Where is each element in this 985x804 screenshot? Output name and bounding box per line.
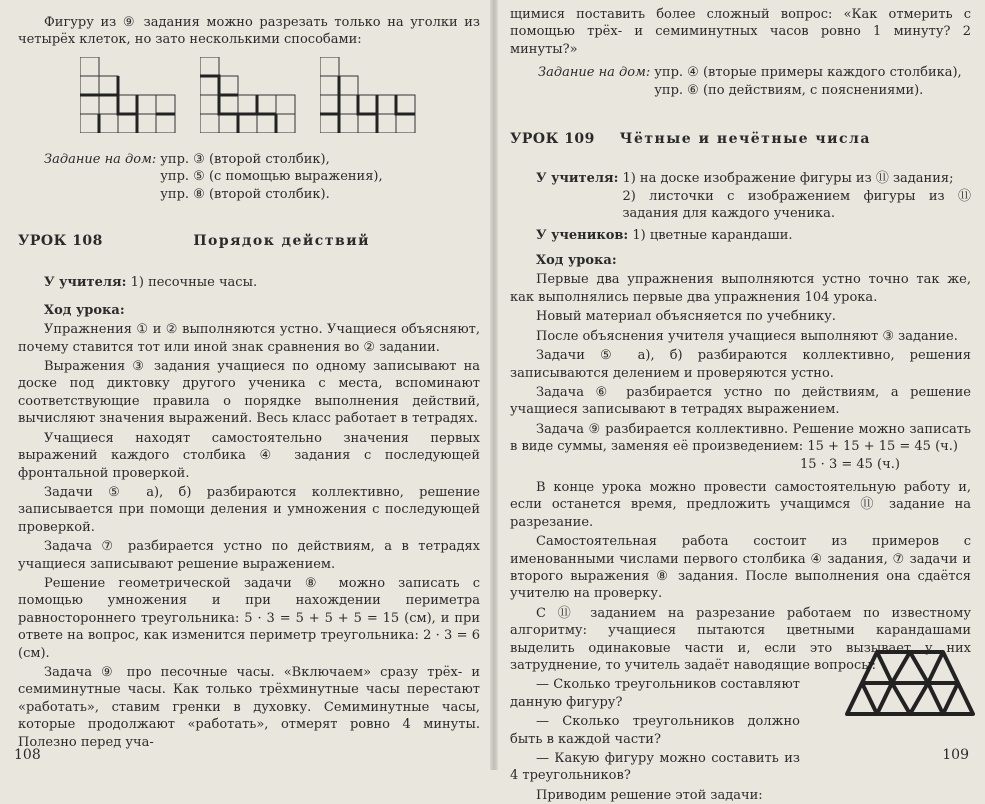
questions-block — [510, 676, 800, 784]
homework-item: упр. ⑤ (с помощью выражения), — [160, 169, 383, 185]
students-materials — [510, 227, 971, 244]
teacher-materials — [18, 274, 480, 291]
course-heading: Ход урока: — [44, 302, 125, 318]
homework-item: упр. ④ (вторые примеры каждого столбика), — [654, 65, 962, 81]
teacher-item: 2) листочки с изображением фигуры из ⑪ задания для каждого ученика. — [622, 188, 971, 222]
paragraph: Задачи ⑤ а), б) разбираются коллективно, решения записываются делением и проверяются устно. — [510, 348, 971, 381]
lesson-title: Чётные и нечётные числа — [619, 131, 871, 148]
paragraph: После объяснения учителя учащиеся выполняют ③ задание. — [536, 328, 958, 344]
teacher-materials — [510, 170, 971, 222]
paragraph: Учащиеся находят самостоятельно значения первых выражений каждого столбика ④ задания с последующей фронтальной проверкой. — [18, 430, 480, 481]
paragraph: В конце урока можно провести самостоятельную работу и, если останется время, предложить учащимся ⑪ задание на разрезание. — [510, 479, 971, 530]
paragraph: Задача ⑦ разбирается устно по действиям, а в тетрадях учащиеся записывают решение выражением. — [18, 539, 480, 572]
teacher-item: 1) на доске изображение фигуры из ⑪ задания; — [622, 171, 954, 187]
paragraph: Задачи ⑤ а), б) разбираются коллективно, решение записывается при помощи деления и умножения с последующей проверкой. — [18, 484, 480, 535]
teacher-label: У учителя: — [44, 275, 127, 291]
paragraph: Самостоятельная работа состоит из примеров с именованными числами первого столбика ④ задания, ⑦ задачи и второго выражения ⑧ задания. После выполнения она сдаётся учителю на проверку. — [510, 534, 971, 602]
paragraph: Задача ⑨ разбирается коллективно. Решение можно записать в виде суммы, заменяя её произведением: 15 + 15 + 15 = 45 (ч.) — [510, 421, 971, 455]
grid-figure-1 — [80, 57, 178, 133]
lesson-heading-109 — [510, 131, 871, 148]
homework-item: упр. ⑥ (по действиям, с пояснениями). — [654, 82, 924, 98]
paragraph: Упражнения ① и ② выполняются устно. Учащиеся объясняют, почему ставится тот или иной знак сравнения во ② задании. — [18, 322, 480, 355]
homework-block-2 — [538, 64, 971, 99]
trapezoid-figure — [845, 648, 975, 718]
page-right — [496, 0, 985, 803]
grid-figure-3 — [320, 57, 418, 133]
students-label: У учеников: — [536, 227, 629, 243]
teacher-text: 1) песочные часы. — [130, 275, 258, 291]
students-text: 1) цветные карандаши. — [632, 227, 793, 243]
lesson-title: Порядок действий — [193, 233, 370, 250]
homework-item: упр. ⑧ (второй столбик). — [160, 186, 330, 202]
paragraph: Новый материал объясняется по учебнику. — [536, 309, 836, 325]
lesson-number: УРОК 109 — [510, 131, 595, 148]
homework-item: упр. ③ (второй столбик), — [160, 151, 330, 167]
paragraph: Задача ⑥ разбирается устно по действиям, а решение учащиеся записывают в тетрадях выражением. — [510, 384, 971, 418]
question: — Какую фигуру можно составить из 4 треугольников? — [510, 751, 800, 784]
question: — Сколько треугольников составляют данную фигуру? — [510, 677, 800, 710]
equation: 15 · 3 = 45 (ч.) — [800, 456, 900, 472]
homework-block-1 — [44, 151, 480, 203]
continuation-paragraph: щимися поставить более сложный вопрос: «Как отмерить с помощью трёх- и семиминутных часов ровно 1 минуту? 2 минуты?» — [510, 7, 971, 57]
paragraph: Задача ⑨ про песочные часы. «Включаем» сразу трёх- и семиминутные часы. Как только трёхминутные часы перестают «работать», ставим гренки в духовку. Семиминутные часы, которые продолжают «работать», отмерят ровно 4 минуты. Полезно перед уча- — [18, 664, 480, 750]
page-left — [0, 0, 492, 770]
grid-figure-2 — [200, 57, 298, 133]
homework-label: Задание на дом: — [538, 65, 651, 81]
course-heading: Ход урока: — [536, 253, 617, 269]
intro-paragraph: Фигуру из ⑨ задания можно разрезать только на уголки из четырёх клеток, но зато несколькими способами: — [18, 15, 480, 48]
lesson-number: УРОК 108 — [18, 233, 103, 250]
page-number: 108 — [14, 746, 41, 763]
teacher-label: У учителя: — [536, 171, 619, 187]
paragraph: Решение геометрической задачи ⑧ можно записать с помощью умножения и при нахождении периметра равностороннего треугольника: 5 · 3 = 5 + 5 + 5 = 15 (см), и при ответе на вопрос, как изменится периметр треугольника: 2 · 3 = 6 (см). — [18, 575, 480, 661]
closing-line: Приводим решение этой задачи: — [536, 787, 763, 803]
paragraph: Первые два упражнения выполняются устно точно так же, как выполнялись первые два упражнения 104 урока. — [510, 272, 971, 305]
question: — Сколько треугольников должно быть в каждой части? — [510, 714, 800, 747]
lesson-heading-108 — [18, 233, 370, 250]
grid-figures — [80, 57, 480, 133]
paragraph: С ⑪ заданием на разрезание работаем по известному алгоритму: учащиеся пытаются цветными карандашами выделить одинаковые части и, если это вызывает у них затруднение, то учитель задаёт наводящие вопросы: — [510, 605, 971, 673]
paragraph: Выражения ③ задания учащиеся по одному записывают на доске под диктовку другого ученика с места, вспоминают соответствующие правила о порядке выполнения действий, вычисляют значения выражений. Весь класс работает в тетрадях. — [18, 359, 480, 427]
homework-label: Задание на дом: — [44, 151, 157, 167]
page-number: 109 — [942, 746, 969, 763]
